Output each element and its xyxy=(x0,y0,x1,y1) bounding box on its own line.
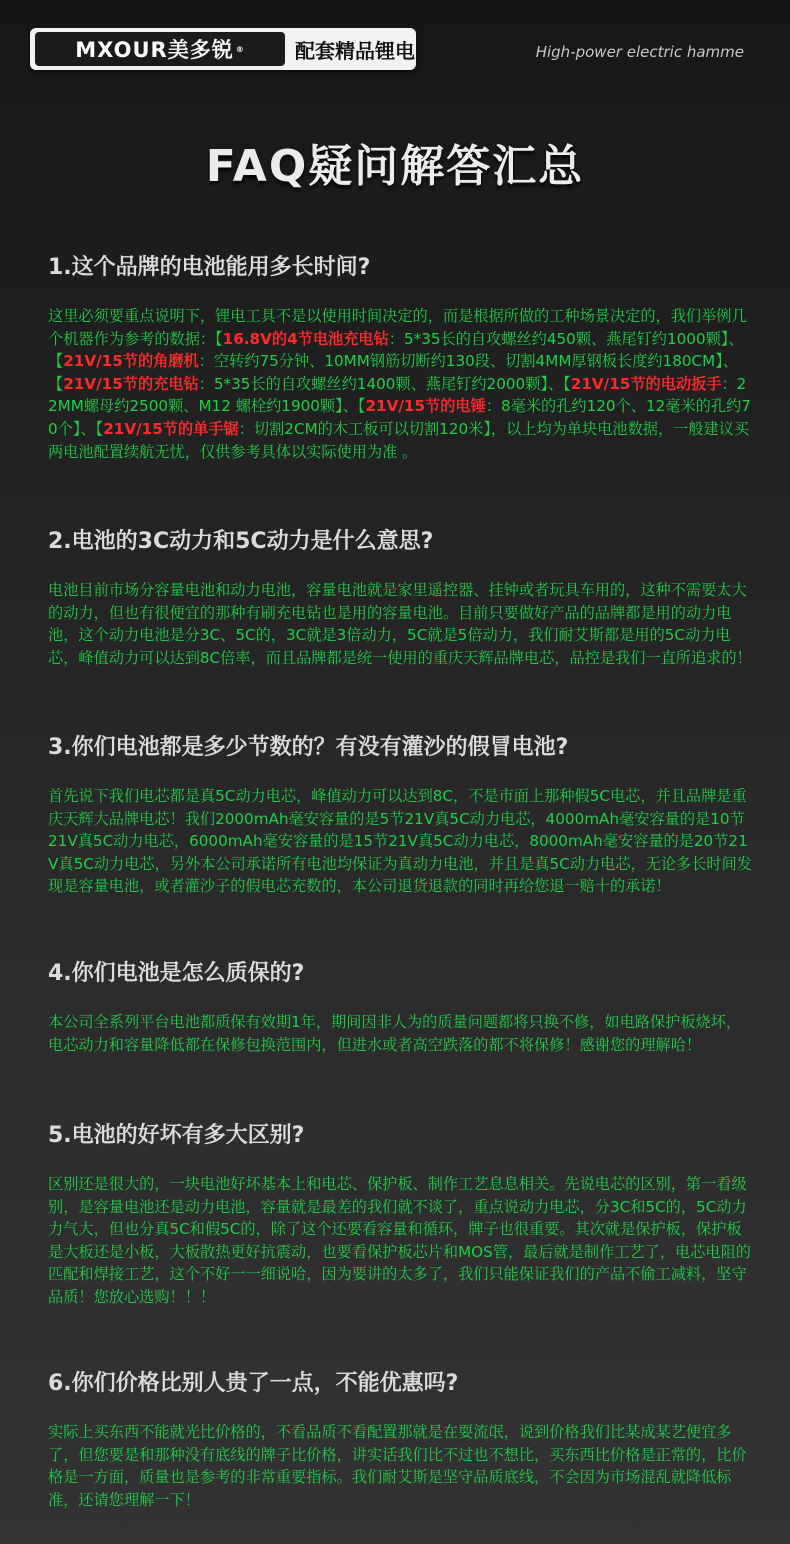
brand-banner xyxy=(30,28,416,70)
header-english-line: High-power electric hamme xyxy=(535,43,744,61)
answer-segment: ：5*35长的自攻螺丝约450颗、燕尾钉约1000颗】、【 xyxy=(48,329,744,371)
faq-item-5 xyxy=(48,1118,754,1309)
answer-segment: 首先说下我们电芯都是真5C动力电芯，峰值动力可以达到8C，不是市面上那种假5C电芯，并且品牌是重庆天辉大品牌电芯！我们2000mAh毫安容量的是5节21V真5C动力电芯，4000mAh毫安容量的是10节21V真5C动力电芯，6000mAh毫安容量的是15节21V真5C动力电芯，8000mAh毫安容量的是20节21V真5C动力电芯，另外本公司承诺所有电池均保证为真动力电池，并且是真5C动力电芯，无论多长时间发现是容量电池，或者灌沙子的假电芯充数的，本公司退货退款的同时再给您退一赔十的承诺！ xyxy=(48,787,752,896)
answer-segment: ：空转约75分钟、10MM钢筋切断约130段、切割4MM厚钢板长度约180CM】、【 xyxy=(48,352,739,393)
answer-highlight: 16.8V的4节电池充电钻 xyxy=(222,329,389,348)
faq-item-4 xyxy=(48,956,754,1056)
faq-question: 6.你们价格比别人贵了一点，不能优惠吗? xyxy=(48,1371,459,1396)
faq-question: 2.电池的3C动力和5C动力是什么意思? xyxy=(48,529,434,554)
answer-highlight: 21V/15节的单手锯 xyxy=(103,419,239,438)
brand-logo xyxy=(35,32,285,66)
faq-question: 3.你们电池都是多少节数的？有没有灌沙的假冒电池? xyxy=(48,735,569,760)
faq-item-2 xyxy=(48,524,754,669)
answer-segment: ：切割2CM的木工板可以切割120米】，以上均为单块电池数据，一般建议买两电池配置续航无忧，仅供参考具体以实际使用为准 。 xyxy=(48,419,750,461)
faq-question: 4.你们电池是怎么质保的? xyxy=(48,961,305,986)
answer-segment: 这里必须要重点说明下，锂电工具不是以使用时间决定的，而是根据所做的工种场景决定的，我们举例几个机器作为参考的数据：【 xyxy=(48,307,747,348)
answer-highlight: 21V/15节的电动扳手 xyxy=(570,374,722,393)
faq-item-3 xyxy=(48,730,754,898)
answer-segment: 本公司全系列平台电池都质保有效期1年，期间因非人为的质量问题都将只换不修，如电路保护板烧坏，电芯动力和容量降低都在保修包换范围内，但进水或者高空跌落的都不将保修！感谢您的理解哈！ xyxy=(48,1013,742,1054)
faq-item-6 xyxy=(48,1366,754,1511)
answer-highlight: 21V/15节的电锤 xyxy=(365,397,486,416)
page-title: FAQ疑问解答汇总 xyxy=(205,141,585,192)
answer-segment: 区别还是很大的，一块电池好坏基本上和电芯、保护板、制作工艺息息相关。先说电芯的区别，第一看级别，是容量电池还是动力电池，容量就是最差的我们就不谈了，重点说动力电芯，分3C和5C的，5C动力力气大，但也分真5C和假5C的，除了这个还要看容量和循环，牌子也很重要。其次就是保护板，保护板是大板还是小板，大板散热更好抗震动，也要看保护板芯片和MOS管，最后就是制作工艺了，电芯电阻的匹配和焊接工艺，这个不好一一细说哈，因为要讲的太多了，我们只能保证我们的产品不偷工减料，坚守品质！您放心选购！！！ xyxy=(48,1175,751,1306)
logo-text: MXOUR美多锐 xyxy=(75,38,234,62)
answer-segment: ：5*35长的自攻螺丝约1400颗、燕尾钉约2000颗】、【 xyxy=(198,374,571,393)
faq-question: 1.这个品牌的电池能用多长时间? xyxy=(48,255,371,280)
faq-answer xyxy=(48,1173,754,1309)
faq-answer xyxy=(48,785,754,898)
answer-segment: 实际上买东西不能就光比价格的，不看品质不看配置那就是在耍流氓，说到价格我们比某成某艺便宜多了，但您要是和那种没有底线的牌子比价格，讲实话我们比不过也不想比，买东西比价格是正常的，比价格是一方面，质量也是参考的非常重要指标。我们耐艾斯是坚守品质底线，不会因为市场混乱就降低标准，还请您理解一下！ xyxy=(48,1423,747,1509)
answer-segment: ：8毫米的孔约120个、12毫米的孔约70个】、【 xyxy=(48,397,751,438)
answer-segment: ：22MM螺母约2500颗、M12 螺栓约1900颗】、【 xyxy=(48,374,747,416)
faq-answer xyxy=(48,305,754,463)
answer-segment: 电池目前市场分容量电池和动力电池，容量电池就是家里遥控器、挂钟或者玩具车用的，这种不需要太大的动力，但也有很便宜的那种有刷充电钻也是用的容量电池。目前只要做好产品的品牌都是用的动力电池，这个动力电池是分3C、5C的，3C就是3倍动力，5C就是5倍动力，我们耐艾斯都是用的5C动力电芯，峰值动力可以达到8C倍率，而且品牌都是统一使用的重庆天辉品牌电芯，品控是我们一直所追求的！ xyxy=(48,581,752,667)
faq-answer xyxy=(48,1421,754,1511)
faq-item-1 xyxy=(48,250,754,463)
faq-answer xyxy=(48,1011,754,1056)
registered-mark: ® xyxy=(235,44,245,54)
brand-tagline: 配套精品锂电 xyxy=(295,38,415,63)
faq-question: 5.电池的好坏有多大区别? xyxy=(48,1123,305,1148)
faq-answer xyxy=(48,579,754,669)
answer-highlight: 21V/15节的充电钻 xyxy=(63,374,199,393)
answer-highlight: 21V/15节的角磨机 xyxy=(63,352,199,371)
